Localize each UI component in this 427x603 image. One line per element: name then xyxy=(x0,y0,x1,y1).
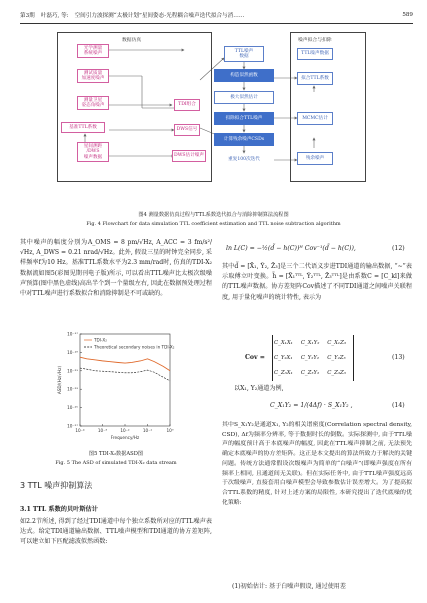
box-iterate: 重复100次迭代 xyxy=(214,154,274,166)
equation-14-number: (14) xyxy=(392,402,405,409)
group-data-simulation-label: 数据仿真 xyxy=(122,38,142,43)
group-noise-subtraction-label: 噪声拟合与扣除 xyxy=(298,38,332,43)
box-tdi-combo: TDI组合 xyxy=(174,99,200,111)
figure-4-caption-en: Fig. 4 Flowchart for data simulation TTL coefficient estimation and TTL noise subtraction algorithm xyxy=(86,221,341,227)
matrix-cell: C_Z₃Y₂ xyxy=(300,370,320,377)
asd-chart xyxy=(56,330,176,448)
section-3-1-heading: 3.1 TTL 系数的贝叶斯估计 xyxy=(20,506,98,513)
legend-entry-1: TDI-X₂ xyxy=(94,337,107,343)
box-calc-csd: 计算残余噪声CSDs xyxy=(214,133,274,146)
x-axis-label: Frequency/Hz xyxy=(110,435,140,440)
series-line-2 xyxy=(80,368,170,381)
box-attitude-noise: 测量卫星 姿态角噪声 xyxy=(77,96,109,110)
equation-12: ln L(C) = −½(d̃ − h(C))ᴴ Cov⁻¹(d̃ − h(C)), xyxy=(226,245,356,252)
matrix-cell: C_Z₃X₁ xyxy=(274,370,293,377)
right-paragraph-2: 以X₁, Y₂通道为例, xyxy=(234,385,284,392)
y-tick-label: 10⁻²¹ xyxy=(67,368,78,374)
box-optical-noise: 光学测量 系统噪声 xyxy=(77,44,109,58)
page-number: 589 xyxy=(402,12,413,18)
box-dws-estimate: DWS估计噪声 xyxy=(172,150,206,162)
header-authors: 叶磊巧, 等: xyxy=(40,13,69,19)
box-ttl-base: 基准TTL系数 xyxy=(61,122,105,133)
page-header xyxy=(20,9,413,24)
figure-4-flowchart xyxy=(52,28,372,206)
box-build-likelihood: 构造似然函数 xyxy=(214,69,274,82)
figure-4-caption-cn: 图4 测量数据仿真过程与TTL系数迭代拟合与消除抑制算法流程图 xyxy=(138,212,289,218)
matrix-cell: C_Y₂X₁ xyxy=(274,354,293,361)
y-tick-label: 10⁻²³ xyxy=(67,386,78,392)
left-paragraph-1: 其中噪声的幅度分别为A_OMS = 8 pm/√Hz, A_ACC = 3 fm/s²/√Hz, A_DWS = 0.21 nrad/√Hz。此外, 假设三星的时钟完全同步, 采样频率f为10 Hz。基准TTL系数水平为2.3 mm/rad时, 仿真的TDI-X₂数据流如图5(彩图见期刊电子版)所示, 可以看出TTL噪声比太极次级噪声预算(图中黑色虚线)高出半个到一个量级左右, 因此在数据预处理过程中对TTL噪声进行系数拟合和消除抑制是不可或缺的。 xyxy=(20,239,212,298)
equation-13-number: (13) xyxy=(392,354,405,361)
matrix-cell: C_X₁Y₂ xyxy=(300,339,320,346)
figure-5-caption-en: Fig. 5 The ASD of simulated TDI-X₂ data stream xyxy=(55,460,177,466)
box-fit-coef: 拟合TTL系数 xyxy=(297,72,333,85)
y-tick-label: 10⁻²⁷ xyxy=(67,423,78,429)
box-residual-noise: 残余噪声 xyxy=(297,152,333,165)
x-tick-label: 10⁻⁴ xyxy=(75,428,85,433)
matrix-cell: C_X₁X₁ xyxy=(274,339,293,346)
x-tick-label: 10⁻³ xyxy=(97,428,108,433)
box-mcmc: MCMC估计 xyxy=(297,112,333,125)
equation-14: C_X₁Y₂ = 1/(4Δf) · S_X₁Y₂ , xyxy=(270,402,353,409)
right-paragraph-3: 其中S_X₁Y₂是通道X₁, Y₂的相关谱密度(Correlation spectral density, CSD), Δf为频率分辨率, 等于数据时长的倒数。实际探测中, 由于TTL噪声的幅度预计高于本底噪声的幅度, 因此在TTL噪声抑制之前, 无法预先确定本底噪声的协方差矩阵。这正是本文提出的算法所致力于解决的关键问题。传统方法通常假设次级噪声为简单的“白噪声”(即噪声强度在所有频率上相同, 且通道间无关联)。但在实际任务中, 由于TTL噪声强度远高于次级噪声, 直接套用白噪声模型会导致参数估计误差增大。为了提高拟合TTL系数的精度, 针对上述方案的局限性, 本研究提出了迭代底噪的优化策略: xyxy=(222,422,412,506)
box-accel-noise: 测试质量 加速度噪声 xyxy=(77,69,109,83)
figure-5-caption-cn: 图5 TDI-X₂数据ASD图 xyxy=(88,451,144,457)
matrix-cell: C_Y₂Y₂ xyxy=(300,354,320,361)
box-dws-signal: DWS信号 xyxy=(174,124,200,136)
y-axis-label: ASD/(Hz/√Hz) xyxy=(57,365,62,395)
left-paragraph-2: 如2.2节所述, 得到了经过TDI通道中每个独立系数所对应的TTL噪声表达式。给定TDI通道输出数据、TTL噪声模型和TDI通道的协方差矩阵, 可以建立如下匹配滤波似然函数: xyxy=(20,518,212,546)
matrix-cell: C_Y₂Z₃ xyxy=(327,354,346,361)
legend-entry-2: Theoretical secondary noises in TDI-X₂ xyxy=(94,344,175,350)
right-paragraph-4: (1)初始估计: 基于白噪声假设, 通过使用差 xyxy=(232,583,346,590)
y-tick-label: 10⁻¹⁹ xyxy=(67,349,78,355)
x-tick-label: 10⁻¹ xyxy=(142,428,153,433)
box-ttl-data-right: TTL噪声数据 xyxy=(297,48,333,60)
right-paragraph-1: 其中d̃ = [X̃₁, Ỹ₂, Z̃₃]是三个二代语义步进TDI通道的输出数据, “~”表示取傅立叶变换。h̃ = [X̃₁ᵀᵀᴸ, Ỹ₂ᵀᵀᴸ, Z̃₃ᵀᵀᴸ]是由系数C = [C_kl]来做的TTL噪声数据。协方差矩阵Cov描述了不同TDI通道之间噪声关联程度, 用于量化噪声的统计特性, 表示为 xyxy=(222,263,412,301)
cov-matrix xyxy=(272,335,354,381)
y-tick-label: 10⁻²⁵ xyxy=(67,405,78,411)
equation-12-number: (12) xyxy=(392,245,405,252)
x-tick-label: 10⁰ xyxy=(166,428,174,433)
cov-label: Cov = xyxy=(245,354,265,361)
x-tick-label: 10⁻² xyxy=(120,428,130,433)
asd-chart-svg xyxy=(56,330,176,448)
box-max-likelihood: 极大似然估计 xyxy=(214,91,274,104)
box-random-data: 星间测距 /DWS 噪声数据 xyxy=(77,142,109,162)
issue-number: 第3期 xyxy=(20,13,35,19)
section-3-heading: 3 TTL 噪声抑制算法 xyxy=(20,481,93,490)
matrix-cell: C_X₁Z₃ xyxy=(327,339,346,346)
y-tick-label: 10⁻¹⁷ xyxy=(67,331,78,337)
header-title: 空间引力波探测“太极计划”星间姿态-光程耦合噪声迭代拟合与消…… xyxy=(74,13,245,19)
matrix-cell: C_Z₃Z₃ xyxy=(327,370,346,377)
series-line-1 xyxy=(80,357,170,371)
box-ttl-noise-data: TTL噪声 数据 xyxy=(224,46,264,62)
box-subtract-ttl: 扣除拟合TTL噪声 xyxy=(214,112,274,125)
